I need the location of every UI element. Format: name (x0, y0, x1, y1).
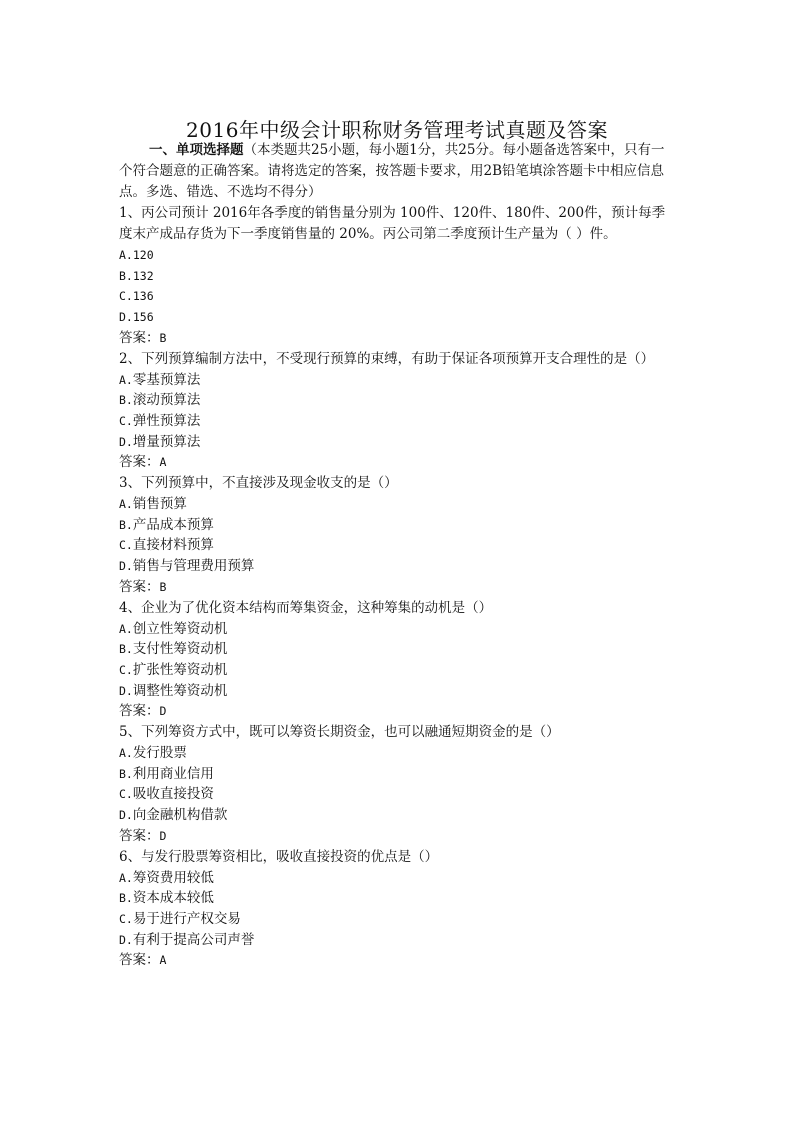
answer-label: 答案： (119, 454, 160, 471)
answer-option (119, 868, 675, 889)
answer-value: B (159, 579, 167, 594)
document-title: 2016年中级会计职称财务管理考试真题及答案 (186, 118, 608, 143)
answer-value: D (159, 828, 167, 843)
option-letter: B. (119, 891, 133, 906)
question-item (119, 847, 675, 972)
option-letter: D. (119, 683, 133, 698)
answer-option (119, 245, 675, 266)
option-letter: C. (119, 413, 133, 428)
option-letter: C. (119, 289, 133, 304)
option-text: 弹性预算法 (132, 412, 201, 429)
option-text: 筹资费用较低 (132, 869, 214, 886)
answer-line (119, 950, 675, 971)
option-letter: A. (119, 372, 133, 387)
option-text: 资本成本较低 (132, 890, 214, 907)
option-letter: D. (119, 310, 133, 325)
answer-label: 答案： (119, 703, 160, 720)
question-item (119, 598, 675, 723)
section-intro (119, 140, 675, 203)
question-item (119, 349, 675, 474)
answer-line (119, 452, 675, 473)
answer-option (119, 909, 675, 930)
option-letter: B. (119, 517, 133, 532)
answer-value: A (159, 953, 167, 968)
section-heading: 一、单项选择题 (149, 142, 244, 158)
answer-option (119, 370, 675, 391)
answer-option (119, 307, 675, 328)
option-letter: D. (119, 808, 133, 823)
answer-option (119, 556, 675, 577)
option-text: 易于进行产权交易 (132, 910, 241, 927)
answer-option (119, 660, 675, 681)
answer-label: 答案： (119, 329, 160, 346)
option-text: 支付性筹资动机 (132, 641, 228, 658)
option-text: 156 (132, 310, 154, 325)
option-letter: D. (119, 559, 133, 574)
option-text: 吸收直接投资 (132, 786, 214, 803)
option-letter: D. (119, 932, 133, 947)
question-list (119, 203, 675, 971)
answer-option (119, 411, 675, 432)
option-text: 利用商业信用 (132, 765, 214, 782)
answer-option (119, 743, 675, 764)
option-text: 销售与管理费用预算 (132, 558, 255, 575)
answer-line (119, 577, 675, 598)
option-letter: B. (119, 642, 133, 657)
option-text: 调整性筹资动机 (132, 682, 228, 699)
option-letter: A. (119, 248, 133, 262)
question-text: 4、企业为了优化资本结构而筹集资金，这种筹集的动机是（） (119, 599, 493, 616)
answer-option (119, 432, 675, 453)
answer-option (119, 535, 675, 556)
answer-option (119, 266, 675, 287)
question-text: 2、下列预算编制方法中，不受现行预算的束缚，有助于保证各项预算开支合理性的是（） (119, 350, 655, 367)
answer-option (119, 888, 675, 909)
question-item (119, 203, 675, 349)
answer-label: 答案： (119, 578, 160, 595)
question-text: 5、下列筹资方式中，既可以筹资长期资金，也可以融通短期资金的是（） (119, 724, 560, 741)
option-letter: A. (119, 746, 133, 761)
answer-option (119, 681, 675, 702)
option-letter: B. (119, 393, 133, 408)
question-text: 1、丙公司预计 2016年各季度的销售量分别为 100件、120件、180件、200件，预计每季度末产成品存货为下一季度销售量的 20%。丙公司第二季度预计生产量为（ ）件。 (119, 205, 666, 242)
answer-label: 答案： (119, 827, 160, 844)
question-text: 3、下列预算中，不直接涉及现金收支的是（） (119, 475, 398, 492)
answer-option (119, 286, 675, 307)
answer-option (119, 639, 675, 660)
answer-option (119, 515, 675, 536)
document-body (119, 140, 675, 971)
option-letter: C. (119, 787, 133, 802)
option-letter: B. (119, 766, 133, 781)
option-letter: A. (119, 870, 133, 885)
section-instructions: （本类题共25小题，每小题1分，共25分。每小题备选答案中，只有一个符合题意的正确答案。请将选定的答案，按答题卡要求，用2B铅笔填涂答题卡中相应信息点。多选、错选、不选均不得分） (119, 142, 665, 200)
answer-option (119, 494, 675, 515)
option-text: 零基预算法 (132, 371, 201, 388)
answer-option (119, 930, 675, 951)
answer-value: A (159, 455, 167, 470)
question-item (119, 722, 675, 847)
option-letter: A. (119, 621, 133, 636)
answer-option (119, 764, 675, 785)
answer-option (119, 784, 675, 805)
option-text: 创立性筹资动机 (132, 620, 228, 637)
answer-label: 答案： (119, 952, 160, 969)
option-letter: D. (119, 434, 133, 449)
question-text: 6、与发行股票筹资相比，吸收直接投资的优点是（） (119, 848, 439, 865)
answer-option (119, 805, 675, 826)
option-letter: C. (119, 662, 133, 677)
answer-line (119, 701, 675, 722)
option-text: 增量预算法 (132, 433, 201, 450)
option-text: 120 (132, 248, 154, 262)
option-letter: B. (119, 268, 133, 283)
option-letter: A. (119, 497, 133, 512)
option-letter: C. (119, 538, 133, 553)
question-item (119, 473, 675, 598)
answer-option (119, 619, 675, 640)
option-letter: C. (119, 911, 133, 926)
option-text: 产品成本预算 (132, 516, 214, 533)
option-text: 有利于提高公司声誉 (132, 931, 255, 948)
answer-value: D (159, 704, 167, 719)
option-text: 发行股票 (132, 745, 187, 762)
option-text: 销售预算 (132, 496, 187, 513)
option-text: 扩张性筹资动机 (132, 661, 228, 678)
option-text: 132 (132, 268, 154, 283)
answer-line (119, 328, 675, 349)
option-text: 136 (132, 289, 154, 304)
option-text: 直接材料预算 (132, 537, 214, 554)
answer-line (119, 826, 675, 847)
option-text: 向金融机构借款 (132, 807, 228, 824)
answer-value: B (159, 330, 167, 345)
option-text: 滚动预算法 (132, 392, 201, 409)
answer-option (119, 390, 675, 411)
